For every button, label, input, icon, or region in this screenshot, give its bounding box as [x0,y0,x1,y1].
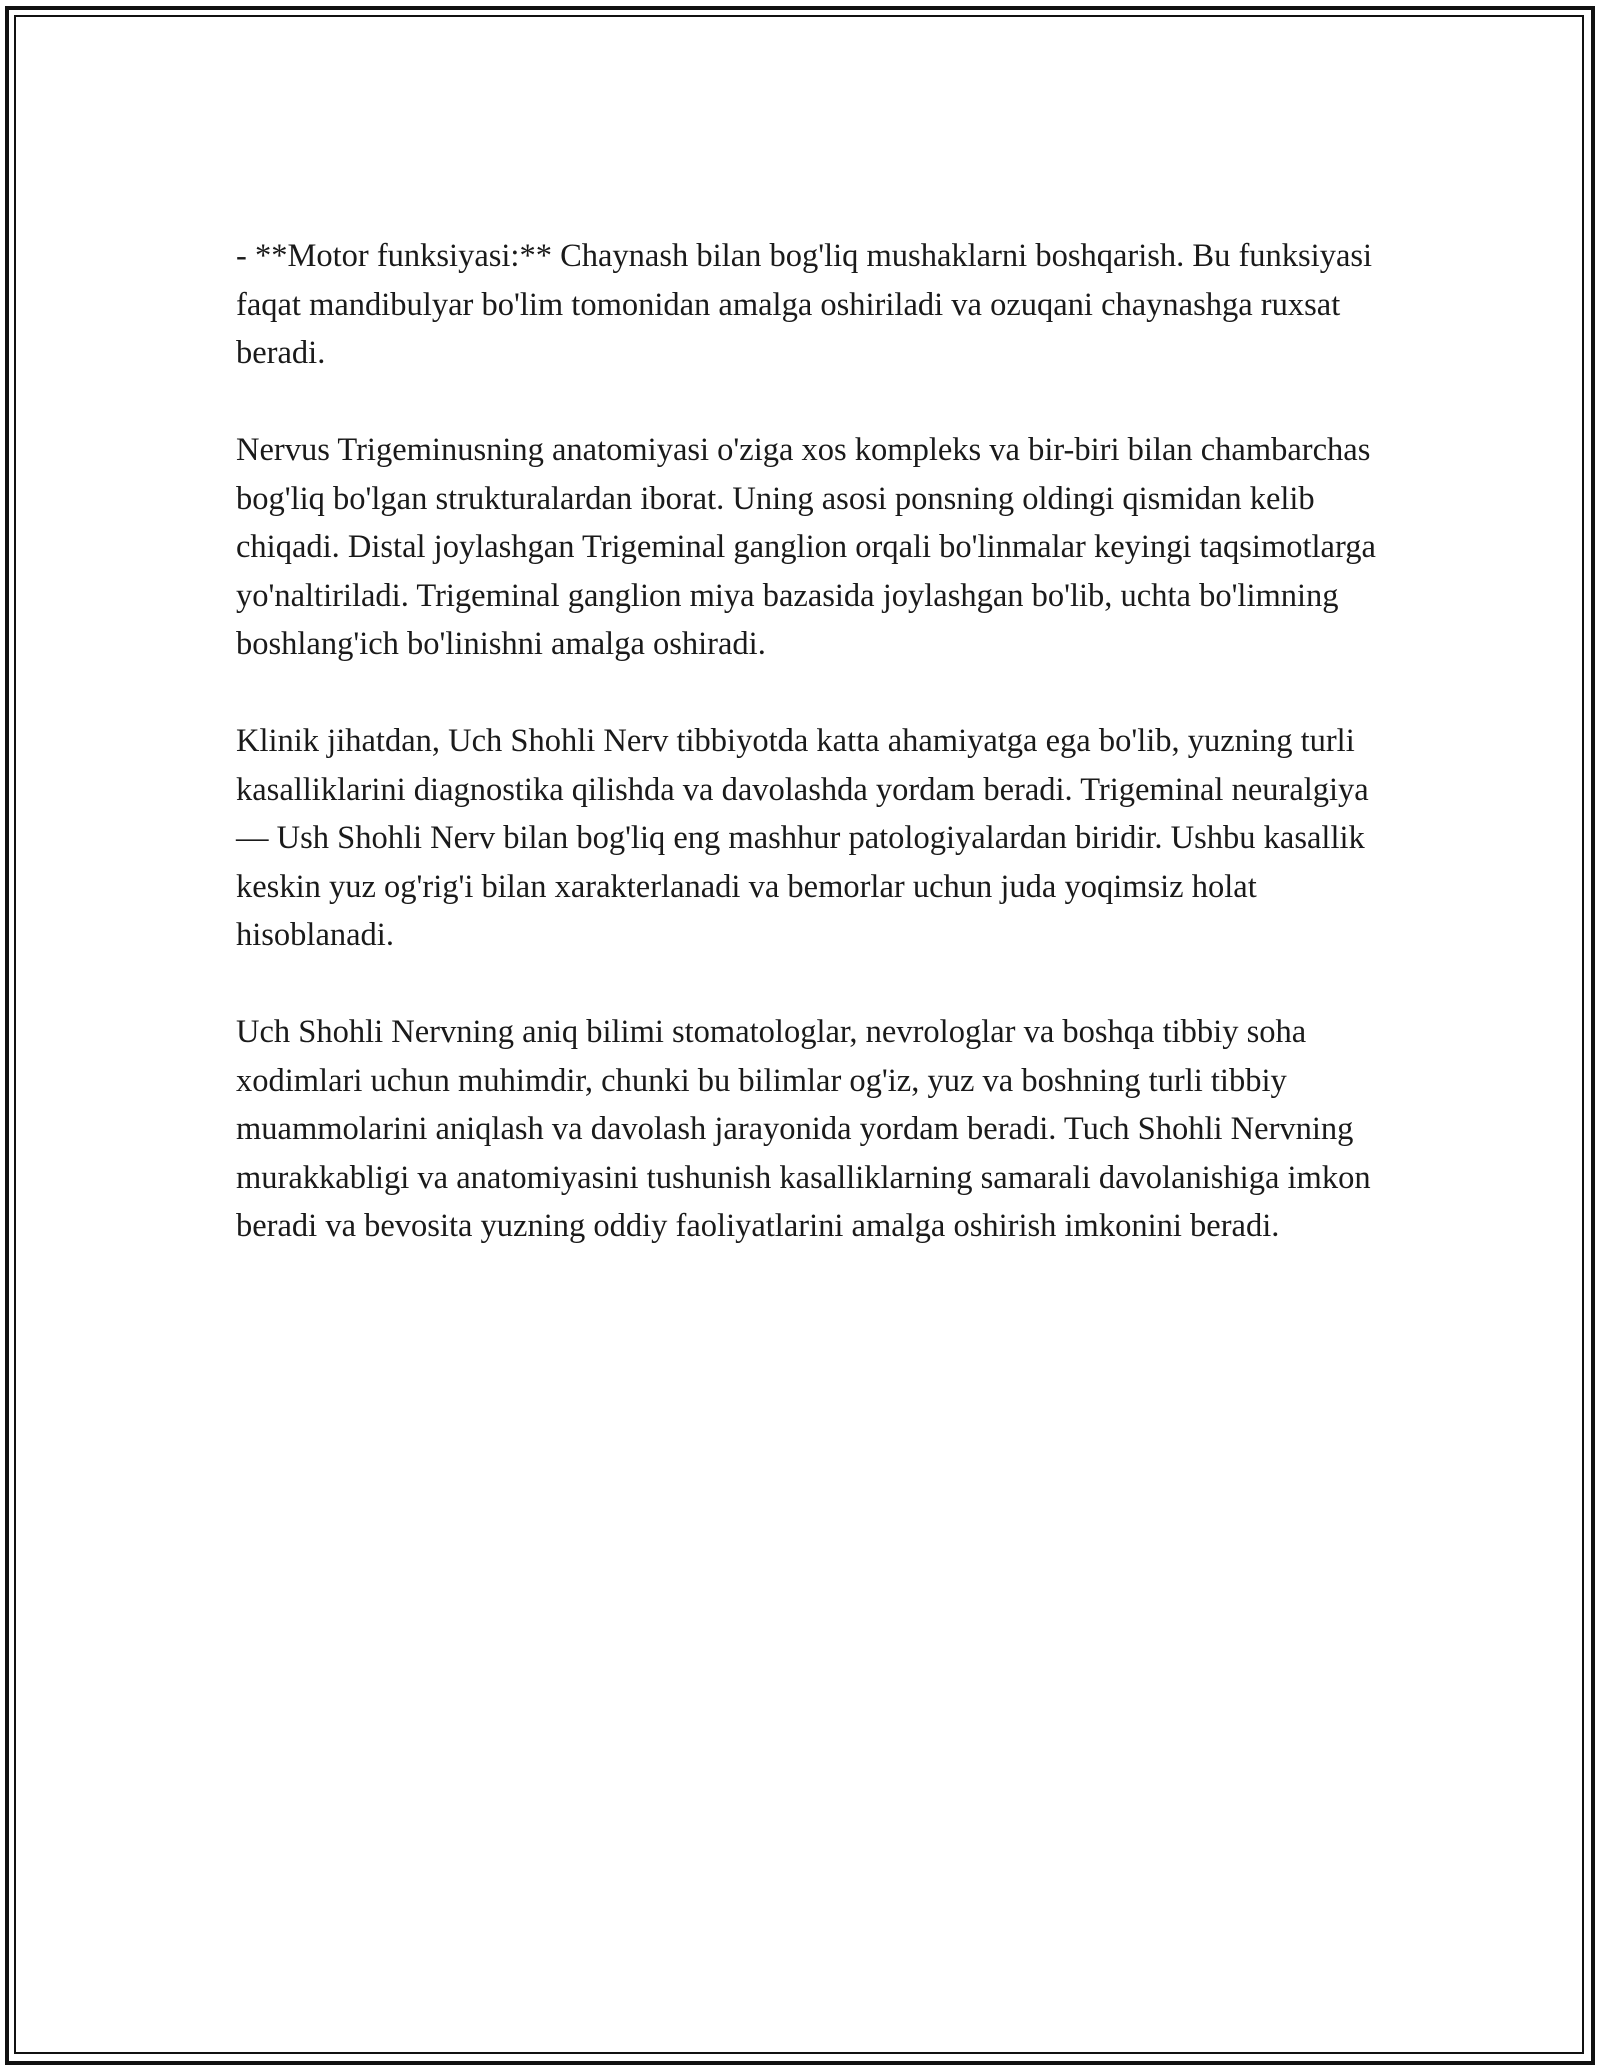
document-body [236,232,1376,1299]
paragraph-anatomy: Nervus Trigeminusning anatomiyasi o'ziga xos kompleks va bir-biri bilan chambarchas bog'liq bo'lgan strukturalardan iborat. Uning asosi ponsning oldingi qismidan kelib chiqadi. Distal joylashgan Trigeminal ganglion orqali bo'linmalar keyingi taqsimotlarga yo'naltiriladi. Trigeminal ganglion miya bazasida joylashgan bo'lib, uchta bo'limning boshlang'ich bo'linishni amalga oshiradi. [236,432,1376,662]
paragraph-motor-function: - **Motor funksiyasi:** Chaynash bilan bog'liq mushaklarni boshqarish. Bu funksiyasi faqat mandibulyar bo'lim tomonidan amalga oshiriladi va ozuqani chaynashga ruxsat beradi. [236,238,1373,371]
paragraph-knowledge: Uch Shohli Nervning aniq bilimi stomatologlar, nevrologlar va boshqa tibbiy soha xodimlari uchun muhimdir, chunki bu bilimlar og'iz, yuz va boshning turli tibbiy muammolarini aniqlash va davolash jarayonida yordam beradi. Tuch Shohli Nervning murakkabligi va anatomiyasini tushunish kasalliklarning samarali davolanishiga imkon beradi va bevosita yuzning oddiy faoliyatlarini amalga oshirish imkonini beradi. [236,1014,1371,1244]
paragraph-clinical: Klinik jihatdan, Uch Shohli Nerv tibbiyotda katta ahamiyatga ega bo'lib, yuzning turli kasalliklarini diagnostika qilishda va davolashda yordam beradi. Trigeminal neuralgiya — Ush Shohli Nerv bilan bog'liq eng mashhur patologiyalardan biridir. Ushbu kasallik keskin yuz og'rig'i bilan xarakterlanadi va bemorlar uchun juda yoqimsiz holat hisoblanadi. [236,723,1369,953]
